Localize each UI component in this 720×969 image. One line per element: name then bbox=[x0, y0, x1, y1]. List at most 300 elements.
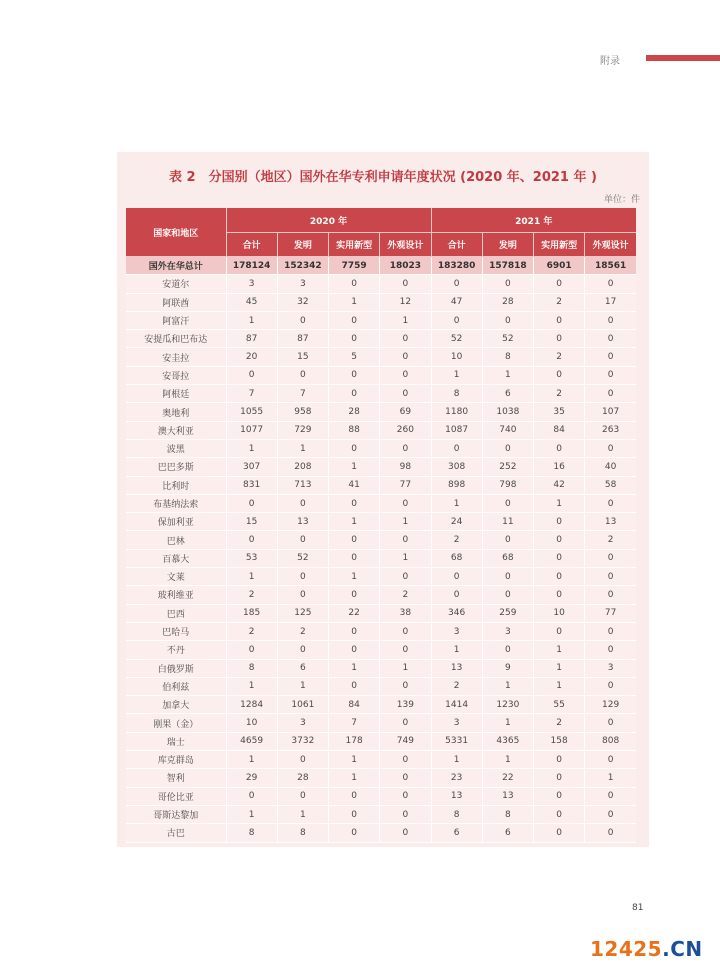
value-cell: 1 bbox=[277, 805, 328, 823]
value-cell: 1 bbox=[380, 311, 431, 329]
value-cell: 308 bbox=[431, 458, 482, 476]
region-name: 哥斯达黎加 bbox=[126, 805, 226, 823]
value-cell: 15 bbox=[226, 513, 277, 531]
value-cell: 7 bbox=[226, 385, 277, 403]
value-cell: 0 bbox=[226, 366, 277, 384]
value-cell: 798 bbox=[482, 476, 533, 494]
value-cell: 0 bbox=[380, 348, 431, 366]
value-cell: 10 bbox=[534, 604, 585, 622]
value-cell: 5331 bbox=[431, 732, 482, 750]
value-cell: 1 bbox=[482, 677, 533, 695]
value-cell: 1 bbox=[482, 366, 533, 384]
table-row bbox=[126, 330, 636, 348]
value-cell: 0 bbox=[277, 494, 328, 512]
value-cell: 2 bbox=[534, 714, 585, 732]
region-name: 伯利兹 bbox=[126, 677, 226, 695]
value-cell: 1 bbox=[585, 769, 636, 787]
table-row bbox=[126, 458, 636, 476]
value-cell: 0 bbox=[329, 622, 380, 640]
value-cell: 0 bbox=[534, 513, 585, 531]
region-name: 波黑 bbox=[126, 439, 226, 457]
value-cell: 0 bbox=[585, 586, 636, 604]
value-cell: 16 bbox=[534, 458, 585, 476]
value-cell: 29 bbox=[226, 769, 277, 787]
value-cell: 0 bbox=[329, 586, 380, 604]
value-cell: 0 bbox=[585, 677, 636, 695]
value-cell: 0 bbox=[534, 549, 585, 567]
value-cell: 0 bbox=[534, 586, 585, 604]
value-cell: 0 bbox=[431, 439, 482, 457]
value-cell: 0 bbox=[380, 805, 431, 823]
value-cell: 0 bbox=[380, 769, 431, 787]
sub-header: 实用新型 bbox=[534, 233, 585, 257]
value-cell: 831 bbox=[226, 476, 277, 494]
unit-label: 单位：件 bbox=[603, 195, 640, 205]
value-cell: 0 bbox=[380, 622, 431, 640]
value-cell: 263 bbox=[585, 421, 636, 439]
value-cell: 0 bbox=[380, 641, 431, 659]
value-cell: 0 bbox=[329, 330, 380, 348]
value-cell: 18561 bbox=[585, 257, 636, 275]
value-cell: 1 bbox=[329, 458, 380, 476]
value-cell: 0 bbox=[482, 275, 533, 293]
value-cell: 1 bbox=[226, 568, 277, 586]
table-row bbox=[126, 476, 636, 494]
value-cell: 23 bbox=[431, 769, 482, 787]
table-row bbox=[126, 604, 636, 622]
value-cell: 38 bbox=[380, 604, 431, 622]
value-cell: 740 bbox=[482, 421, 533, 439]
value-cell: 6901 bbox=[534, 257, 585, 275]
year-header-2021: 2021 年 bbox=[431, 208, 636, 233]
value-cell: 8 bbox=[226, 824, 277, 842]
value-cell: 0 bbox=[482, 311, 533, 329]
value-cell: 0 bbox=[534, 330, 585, 348]
value-cell: 1038 bbox=[482, 403, 533, 421]
value-cell: 13 bbox=[277, 513, 328, 531]
value-cell: 12 bbox=[380, 293, 431, 311]
value-cell: 8 bbox=[226, 659, 277, 677]
value-cell: 10 bbox=[226, 714, 277, 732]
value-cell: 0 bbox=[380, 494, 431, 512]
table-row bbox=[126, 769, 636, 787]
value-cell: 1061 bbox=[277, 696, 328, 714]
value-cell: 1055 bbox=[226, 403, 277, 421]
value-cell: 0 bbox=[534, 568, 585, 586]
region-name: 古巴 bbox=[126, 824, 226, 842]
value-cell: 77 bbox=[380, 476, 431, 494]
value-cell: 53 bbox=[226, 549, 277, 567]
value-cell: 808 bbox=[585, 732, 636, 750]
value-cell: 0 bbox=[277, 787, 328, 805]
sub-header: 实用新型 bbox=[329, 233, 380, 257]
value-cell: 3 bbox=[431, 622, 482, 640]
value-cell: 1 bbox=[482, 751, 533, 769]
region-name: 刚果（金） bbox=[126, 714, 226, 732]
value-cell: 0 bbox=[585, 494, 636, 512]
value-cell: 0 bbox=[277, 366, 328, 384]
value-cell: 98 bbox=[380, 458, 431, 476]
value-cell: 0 bbox=[380, 677, 431, 695]
value-cell: 1 bbox=[226, 311, 277, 329]
value-cell: 1 bbox=[482, 714, 533, 732]
region-name: 瑞士 bbox=[126, 732, 226, 750]
value-cell: 2 bbox=[534, 293, 585, 311]
value-cell: 0 bbox=[534, 366, 585, 384]
value-cell: 185 bbox=[226, 604, 277, 622]
value-cell: 0 bbox=[380, 439, 431, 457]
table-row bbox=[126, 714, 636, 732]
value-cell: 0 bbox=[380, 751, 431, 769]
value-cell: 0 bbox=[329, 787, 380, 805]
region-name: 库克群岛 bbox=[126, 751, 226, 769]
region-name: 安道尔 bbox=[126, 275, 226, 293]
table-row bbox=[126, 366, 636, 384]
value-cell: 1 bbox=[431, 494, 482, 512]
value-cell: 3732 bbox=[277, 732, 328, 750]
value-cell: 0 bbox=[482, 439, 533, 457]
value-cell: 3 bbox=[226, 275, 277, 293]
value-cell: 35 bbox=[534, 403, 585, 421]
value-cell: 10 bbox=[431, 348, 482, 366]
sub-header: 发明 bbox=[482, 233, 533, 257]
region-name: 智利 bbox=[126, 769, 226, 787]
value-cell: 7 bbox=[329, 714, 380, 732]
region-name: 不丹 bbox=[126, 641, 226, 659]
value-cell: 0 bbox=[585, 311, 636, 329]
sub-header: 外观设计 bbox=[585, 233, 636, 257]
value-cell: 139 bbox=[380, 696, 431, 714]
value-cell: 0 bbox=[585, 330, 636, 348]
table-row bbox=[126, 732, 636, 750]
value-cell: 68 bbox=[482, 549, 533, 567]
value-cell: 958 bbox=[277, 403, 328, 421]
value-cell: 84 bbox=[329, 696, 380, 714]
table-row bbox=[126, 805, 636, 823]
value-cell: 1 bbox=[329, 513, 380, 531]
value-cell: 0 bbox=[329, 366, 380, 384]
value-cell: 749 bbox=[380, 732, 431, 750]
value-cell: 0 bbox=[585, 275, 636, 293]
value-cell: 0 bbox=[534, 439, 585, 457]
value-cell: 0 bbox=[585, 751, 636, 769]
value-cell: 0 bbox=[277, 751, 328, 769]
value-cell: 3 bbox=[482, 622, 533, 640]
value-cell: 28 bbox=[329, 403, 380, 421]
value-cell: 0 bbox=[380, 824, 431, 842]
value-cell: 2 bbox=[534, 348, 585, 366]
region-name: 加拿大 bbox=[126, 696, 226, 714]
value-cell: 47 bbox=[431, 293, 482, 311]
watermark-part1: 12425 bbox=[590, 937, 663, 961]
value-cell: 1180 bbox=[431, 403, 482, 421]
value-cell: 13 bbox=[585, 513, 636, 531]
value-cell: 152342 bbox=[277, 257, 328, 275]
region-name: 巴林 bbox=[126, 531, 226, 549]
value-cell: 7759 bbox=[329, 257, 380, 275]
value-cell: 0 bbox=[534, 824, 585, 842]
value-cell: 1 bbox=[431, 366, 482, 384]
value-cell: 6 bbox=[482, 385, 533, 403]
value-cell: 0 bbox=[380, 385, 431, 403]
value-cell: 7 bbox=[277, 385, 328, 403]
value-cell: 1284 bbox=[226, 696, 277, 714]
value-cell: 1 bbox=[226, 751, 277, 769]
value-cell: 18023 bbox=[380, 257, 431, 275]
value-cell: 0 bbox=[380, 714, 431, 732]
value-cell: 0 bbox=[329, 641, 380, 659]
table-row bbox=[126, 787, 636, 805]
appendix-label: 附录 bbox=[600, 56, 620, 67]
value-cell: 87 bbox=[277, 330, 328, 348]
value-cell: 0 bbox=[534, 622, 585, 640]
value-cell: 77 bbox=[585, 604, 636, 622]
value-cell: 1 bbox=[329, 769, 380, 787]
value-cell: 1 bbox=[329, 293, 380, 311]
value-cell: 28 bbox=[482, 293, 533, 311]
value-cell: 24 bbox=[431, 513, 482, 531]
value-cell: 68 bbox=[431, 549, 482, 567]
value-cell: 107 bbox=[585, 403, 636, 421]
value-cell: 1 bbox=[329, 751, 380, 769]
value-cell: 0 bbox=[329, 531, 380, 549]
value-cell: 0 bbox=[277, 586, 328, 604]
value-cell: 729 bbox=[277, 421, 328, 439]
value-cell: 0 bbox=[226, 641, 277, 659]
region-name: 奥地利 bbox=[126, 403, 226, 421]
value-cell: 1 bbox=[329, 568, 380, 586]
region-name: 白俄罗斯 bbox=[126, 659, 226, 677]
value-cell: 0 bbox=[329, 824, 380, 842]
value-cell: 125 bbox=[277, 604, 328, 622]
region-name: 阿联酋 bbox=[126, 293, 226, 311]
value-cell: 129 bbox=[585, 696, 636, 714]
region-name: 巴西 bbox=[126, 604, 226, 622]
value-cell: 52 bbox=[277, 549, 328, 567]
value-cell: 22 bbox=[482, 769, 533, 787]
value-cell: 208 bbox=[277, 458, 328, 476]
table-row bbox=[126, 531, 636, 549]
value-cell: 0 bbox=[277, 568, 328, 586]
value-cell: 0 bbox=[431, 586, 482, 604]
value-cell: 0 bbox=[534, 805, 585, 823]
value-cell: 1 bbox=[380, 513, 431, 531]
value-cell: 0 bbox=[380, 366, 431, 384]
value-cell: 0 bbox=[585, 568, 636, 586]
value-cell: 11 bbox=[482, 513, 533, 531]
region-name: 巴哈马 bbox=[126, 622, 226, 640]
value-cell: 0 bbox=[380, 568, 431, 586]
value-cell: 1 bbox=[277, 677, 328, 695]
value-cell: 0 bbox=[585, 366, 636, 384]
value-cell: 0 bbox=[329, 385, 380, 403]
value-cell: 0 bbox=[585, 824, 636, 842]
value-cell: 0 bbox=[585, 787, 636, 805]
value-cell: 13 bbox=[431, 659, 482, 677]
region-name: 布基纳法索 bbox=[126, 494, 226, 512]
table-row bbox=[126, 677, 636, 695]
value-cell: 178124 bbox=[226, 257, 277, 275]
value-cell: 0 bbox=[277, 641, 328, 659]
value-cell: 0 bbox=[534, 275, 585, 293]
value-cell: 22 bbox=[329, 604, 380, 622]
value-cell: 0 bbox=[431, 275, 482, 293]
value-cell: 3 bbox=[277, 275, 328, 293]
table-title: 表 2 分国别（地区）国外在华专利申请年度状况 (2020 年、2021 年 ) bbox=[169, 170, 597, 185]
region-name: 巴巴多斯 bbox=[126, 458, 226, 476]
value-cell: 1 bbox=[534, 659, 585, 677]
value-cell: 0 bbox=[226, 531, 277, 549]
value-cell: 0 bbox=[380, 275, 431, 293]
value-cell: 8 bbox=[482, 805, 533, 823]
value-cell: 0 bbox=[482, 494, 533, 512]
value-cell: 6 bbox=[431, 824, 482, 842]
region-name: 保加利亚 bbox=[126, 513, 226, 531]
value-cell: 0 bbox=[329, 439, 380, 457]
region-name: 安哥拉 bbox=[126, 366, 226, 384]
value-cell: 1414 bbox=[431, 696, 482, 714]
table-row bbox=[126, 696, 636, 714]
region-name: 百慕大 bbox=[126, 549, 226, 567]
value-cell: 0 bbox=[277, 311, 328, 329]
value-cell: 40 bbox=[585, 458, 636, 476]
table-row bbox=[126, 421, 636, 439]
value-cell: 0 bbox=[329, 677, 380, 695]
sub-header: 外观设计 bbox=[380, 233, 431, 257]
table-body bbox=[126, 257, 636, 843]
table-row bbox=[126, 439, 636, 457]
value-cell: 4365 bbox=[482, 732, 533, 750]
table-row bbox=[126, 549, 636, 567]
value-cell: 1 bbox=[380, 659, 431, 677]
region-name: 阿富汗 bbox=[126, 311, 226, 329]
value-cell: 713 bbox=[277, 476, 328, 494]
value-cell: 3 bbox=[585, 659, 636, 677]
value-cell: 28 bbox=[277, 769, 328, 787]
watermark-logo bbox=[590, 937, 703, 961]
value-cell: 0 bbox=[534, 769, 585, 787]
value-cell: 15 bbox=[277, 348, 328, 366]
region-header: 国家和地区 bbox=[126, 208, 226, 257]
value-cell: 0 bbox=[534, 531, 585, 549]
value-cell: 0 bbox=[482, 586, 533, 604]
table-row bbox=[126, 824, 636, 842]
value-cell: 0 bbox=[226, 787, 277, 805]
value-cell: 9 bbox=[482, 659, 533, 677]
value-cell: 55 bbox=[534, 696, 585, 714]
value-cell: 0 bbox=[380, 787, 431, 805]
value-cell: 0 bbox=[329, 805, 380, 823]
year-header-2020: 2020 年 bbox=[226, 208, 431, 233]
value-cell: 1 bbox=[431, 641, 482, 659]
value-cell: 0 bbox=[329, 494, 380, 512]
value-cell: 2 bbox=[534, 385, 585, 403]
value-cell: 8 bbox=[431, 805, 482, 823]
value-cell: 0 bbox=[482, 568, 533, 586]
value-cell: 0 bbox=[226, 494, 277, 512]
value-cell: 0 bbox=[534, 311, 585, 329]
value-cell: 8 bbox=[482, 348, 533, 366]
value-cell: 898 bbox=[431, 476, 482, 494]
value-cell: 0 bbox=[585, 805, 636, 823]
table-row bbox=[126, 403, 636, 421]
value-cell: 1087 bbox=[431, 421, 482, 439]
appendix-bar bbox=[646, 55, 720, 61]
value-cell: 0 bbox=[482, 641, 533, 659]
watermark-part2: .CN bbox=[662, 937, 703, 961]
value-cell: 0 bbox=[482, 531, 533, 549]
value-cell: 2 bbox=[431, 531, 482, 549]
value-cell: 0 bbox=[534, 787, 585, 805]
table-row bbox=[126, 622, 636, 640]
value-cell: 20 bbox=[226, 348, 277, 366]
value-cell: 307 bbox=[226, 458, 277, 476]
value-cell: 3 bbox=[431, 714, 482, 732]
value-cell: 0 bbox=[585, 641, 636, 659]
region-name: 安提瓜和巴布达 bbox=[126, 330, 226, 348]
value-cell: 0 bbox=[329, 275, 380, 293]
value-cell: 87 bbox=[226, 330, 277, 348]
region-name: 国外在华总计 bbox=[126, 257, 226, 275]
value-cell: 157818 bbox=[482, 257, 533, 275]
value-cell: 346 bbox=[431, 604, 482, 622]
value-cell: 0 bbox=[431, 311, 482, 329]
value-cell: 2 bbox=[277, 622, 328, 640]
value-cell: 0 bbox=[534, 751, 585, 769]
table-row bbox=[126, 275, 636, 293]
value-cell: 2 bbox=[226, 622, 277, 640]
table-row bbox=[126, 641, 636, 659]
value-cell: 3 bbox=[277, 714, 328, 732]
value-cell: 1230 bbox=[482, 696, 533, 714]
table-row bbox=[126, 513, 636, 531]
table-row bbox=[126, 586, 636, 604]
table-row bbox=[126, 494, 636, 512]
value-cell: 1 bbox=[431, 751, 482, 769]
region-name: 玻利维亚 bbox=[126, 586, 226, 604]
value-cell: 88 bbox=[329, 421, 380, 439]
value-cell: 6 bbox=[277, 659, 328, 677]
value-cell: 2 bbox=[585, 531, 636, 549]
value-cell: 13 bbox=[431, 787, 482, 805]
value-cell: 42 bbox=[534, 476, 585, 494]
table-row bbox=[126, 751, 636, 769]
value-cell: 0 bbox=[585, 439, 636, 457]
value-cell: 8 bbox=[277, 824, 328, 842]
table-row bbox=[126, 311, 636, 329]
value-cell: 1 bbox=[534, 641, 585, 659]
table-row bbox=[126, 348, 636, 366]
value-cell: 0 bbox=[329, 311, 380, 329]
sub-header: 合计 bbox=[431, 233, 482, 257]
value-cell: 1077 bbox=[226, 421, 277, 439]
table-row bbox=[126, 659, 636, 677]
value-cell: 2 bbox=[226, 586, 277, 604]
value-cell: 32 bbox=[277, 293, 328, 311]
value-cell: 45 bbox=[226, 293, 277, 311]
value-cell: 8 bbox=[431, 385, 482, 403]
sub-header: 合计 bbox=[226, 233, 277, 257]
region-name: 文莱 bbox=[126, 568, 226, 586]
value-cell: 2 bbox=[380, 586, 431, 604]
page-number: 81 bbox=[632, 903, 644, 913]
sub-header: 发明 bbox=[277, 233, 328, 257]
value-cell: 58 bbox=[585, 476, 636, 494]
value-cell: 52 bbox=[482, 330, 533, 348]
value-cell: 0 bbox=[431, 568, 482, 586]
value-cell: 0 bbox=[585, 622, 636, 640]
value-cell: 1 bbox=[226, 677, 277, 695]
